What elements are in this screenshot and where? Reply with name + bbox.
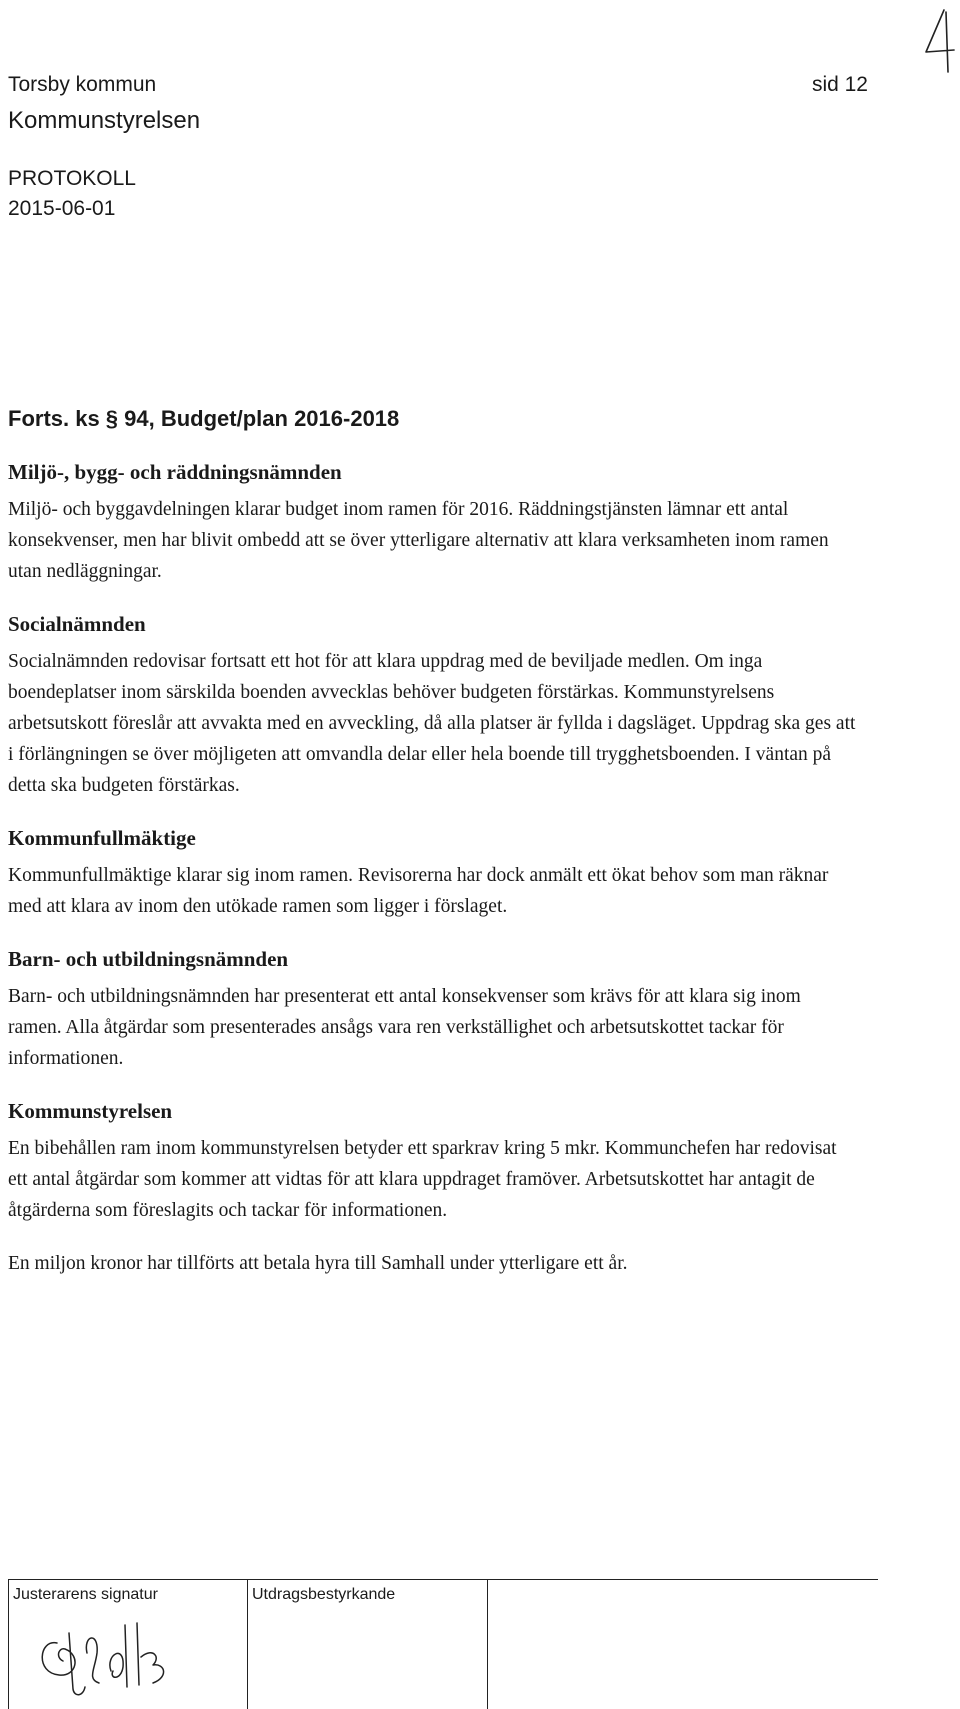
section-heading: Kommunfullmäktige [8,826,196,850]
section-heading: Miljö-, bygg- och räddningsnämnden [8,460,342,484]
document-type: PROTOKOLL [8,167,136,190]
adjuster-signature-cell [8,1579,248,1709]
document-date: 2015-06-01 [8,197,116,220]
section-paragraph: Miljö- och byggavdelningen klarar budget inom ramen för 2016. Räddningstjänsten lämnar ett antal konsekvenser, men har blivit ombedd att se över ytterligare alternativ att klara verksamheten inom ramen utan nedläggningar. [8,499,829,582]
section-paragraph: Barn- och utbildningsnämnden har presenterat ett antal konsekvenser som krävs för att klara sig inom ramen. Alla åtgärdar som presenterades ansågs vara ren verkställighet och arbetsutskottet tackar för informationen. [8,986,801,1069]
section-heading: Barn- och utbildningsnämnden [8,947,289,971]
section-kommunstyrelsen [8,1098,868,1279]
board-name: Kommunstyrelsen [8,107,201,134]
section-heading: Kommunstyrelsen [8,1099,173,1123]
adjuster-signature-label: Justerarens signatur [13,1586,158,1603]
section-paragraph: Socialnämnden redovisar fortsatt ett hot för att klara uppdrag med de beviljade medlen. Om inga boendeplatser inom särskilda boenden avvecklas behöver budgeten förstärkas. Kommunstyrelsens arbetsutskott föreslår att avvakta med en avveckling, då alla platser är fyllda i dagsläget. Uppdrag ska ges att i förlängningen se över möjligeten att omvandla delar eller hela boende till trygghetsboenden. I väntan på detta ska budgeten förstärkas. [8,651,856,796]
document-title: Forts. ks § 94, Budget/plan 2016-2018 [8,406,400,431]
document-body [8,405,868,1303]
section-socialnamnden [8,611,868,801]
section-kommunfullmaktige [8,825,868,922]
page-number: sid 12 [811,73,868,96]
section-paragraph: En miljon kronor har tillförts att betala hyra till Samhall under ytterligare ett år. [8,1253,628,1274]
excerpt-certification-label: Utdragsbestyrkande [252,1586,396,1603]
section-paragraph: Kommunfullmäktige klarar sig inom ramen. Revisorerna har dock anmält ett ökat behov som man räknar med att klara av inom den utökade ramen som ligger i förslaget. [8,865,829,917]
section-miljo-bygg-raddning [8,459,868,587]
section-barn-utbildning [8,946,868,1074]
handwritten-corner-mark [918,6,958,76]
excerpt-certification-cell [248,1579,488,1709]
handwritten-initials [29,1613,209,1703]
organization-name: Torsby kommun [8,73,157,96]
section-paragraph: En bibehållen ram inom kommunstyrelsen betyder ett sparkrav kring 5 mkr. Kommunchefen har redovisat ett antal åtgärdar som kommer att vidtas för att klara uppdraget framöver. Arbetsutskottet har antagit de åtgärderna som föreslagits och tackar för informationen. [8,1138,837,1221]
signature-footer [8,1579,878,1709]
section-heading: Socialnämnden [8,612,146,636]
